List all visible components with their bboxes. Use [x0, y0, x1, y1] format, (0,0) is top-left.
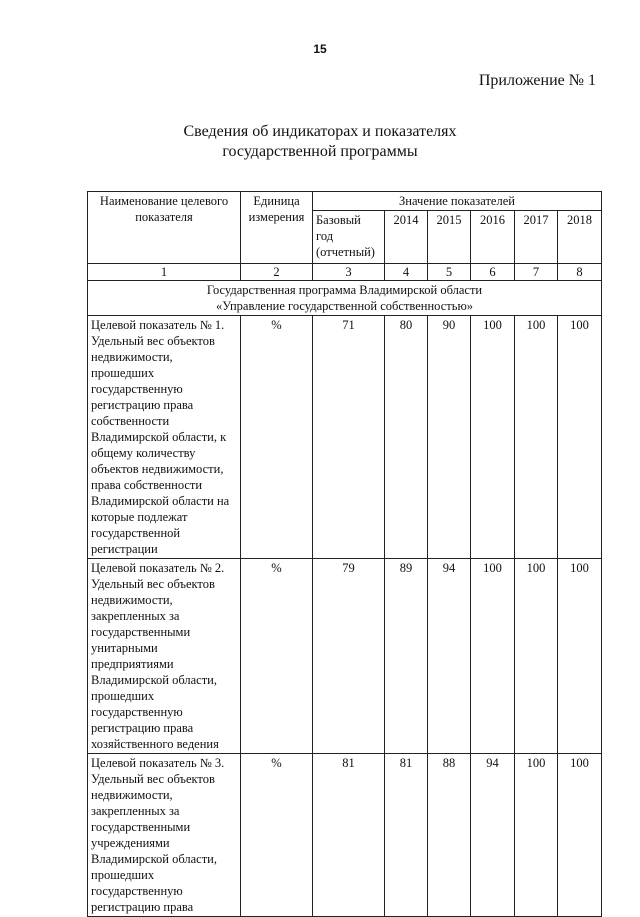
document-title — [0, 122, 640, 162]
column-number: 7 — [515, 264, 558, 281]
indicator-base-value: 81 — [313, 754, 385, 917]
column-number: 8 — [558, 264, 602, 281]
header-year-2016: 2016 — [471, 211, 515, 264]
column-number-row — [88, 264, 602, 281]
indicator-value-2017: 100 — [515, 754, 558, 917]
indicator-value-2014: 89 — [385, 559, 428, 754]
indicator-base-value: 71 — [313, 316, 385, 559]
header-base-year: Базовый год (отчетный) — [313, 211, 385, 264]
document-title-line-2: государственной программы — [222, 143, 418, 160]
indicator-value-2018: 100 — [558, 316, 602, 559]
header-year-2017: 2017 — [515, 211, 558, 264]
appendix-label: Приложение № 1 — [478, 72, 596, 89]
indicator-base-value: 79 — [313, 559, 385, 754]
indicator-unit: % — [241, 754, 313, 917]
indicator-value-2014: 81 — [385, 754, 428, 917]
column-number: 3 — [313, 264, 385, 281]
table-row — [88, 316, 602, 559]
indicator-value-2016: 94 — [471, 754, 515, 917]
indicator-name: Целевой показатель № 2. Удельный вес объектов недвижимости, закрепленных за государственными унитарными предприятиями Владимирской области, прошедших государственную регистрацию права хозяйственного ведения — [88, 559, 241, 754]
indicator-value-2016: 100 — [471, 559, 515, 754]
section-title-line-1: Государственная программа Владимирской области — [206, 283, 483, 297]
column-number: 2 — [241, 264, 313, 281]
indicator-value-2017: 100 — [515, 316, 558, 559]
header-row-1 — [88, 192, 602, 211]
indicator-value-2018: 100 — [558, 754, 602, 917]
header-name: Наименование целевого показателя — [88, 192, 241, 264]
table-row — [88, 754, 602, 917]
indicators-table — [87, 191, 602, 917]
indicator-value-2015: 94 — [428, 559, 471, 754]
column-number: 5 — [428, 264, 471, 281]
header-unit: Единица измерения — [241, 192, 313, 264]
indicator-name: Целевой показатель № 1. Удельный вес объектов недвижимости, прошедших государственную регистрацию права собственности Владимирской области, к общему количеству объектов недвижимости, права собственности Владимирской области на которые подлежат государственной регистрации — [88, 316, 241, 559]
indicator-value-2015: 90 — [428, 316, 471, 559]
indicator-value-2016: 100 — [471, 316, 515, 559]
section-title-line-2: «Управление государственной собственностью» — [215, 299, 474, 313]
indicator-value-2018: 100 — [558, 559, 602, 754]
indicator-unit: % — [241, 316, 313, 559]
header-year-2018: 2018 — [558, 211, 602, 264]
indicator-value-2017: 100 — [515, 559, 558, 754]
column-number: 1 — [88, 264, 241, 281]
indicator-unit: % — [241, 559, 313, 754]
indicator-name: Целевой показатель № 3. Удельный вес объектов недвижимости, закрепленных за государственными учреждениями Владимирской области, прошедших государственную регистрацию права — [88, 754, 241, 917]
column-number: 6 — [471, 264, 515, 281]
indicator-value-2015: 88 — [428, 754, 471, 917]
header-values-group: Значение показателей — [313, 192, 602, 211]
header-year-2015: 2015 — [428, 211, 471, 264]
column-number: 4 — [385, 264, 428, 281]
table-row — [88, 559, 602, 754]
page-number: 15 — [313, 42, 327, 56]
section-title — [88, 281, 602, 316]
header-year-2014: 2014 — [385, 211, 428, 264]
section-row — [88, 281, 602, 316]
document-title-line-1: Сведения об индикаторах и показателях — [183, 123, 457, 140]
indicator-value-2014: 80 — [385, 316, 428, 559]
